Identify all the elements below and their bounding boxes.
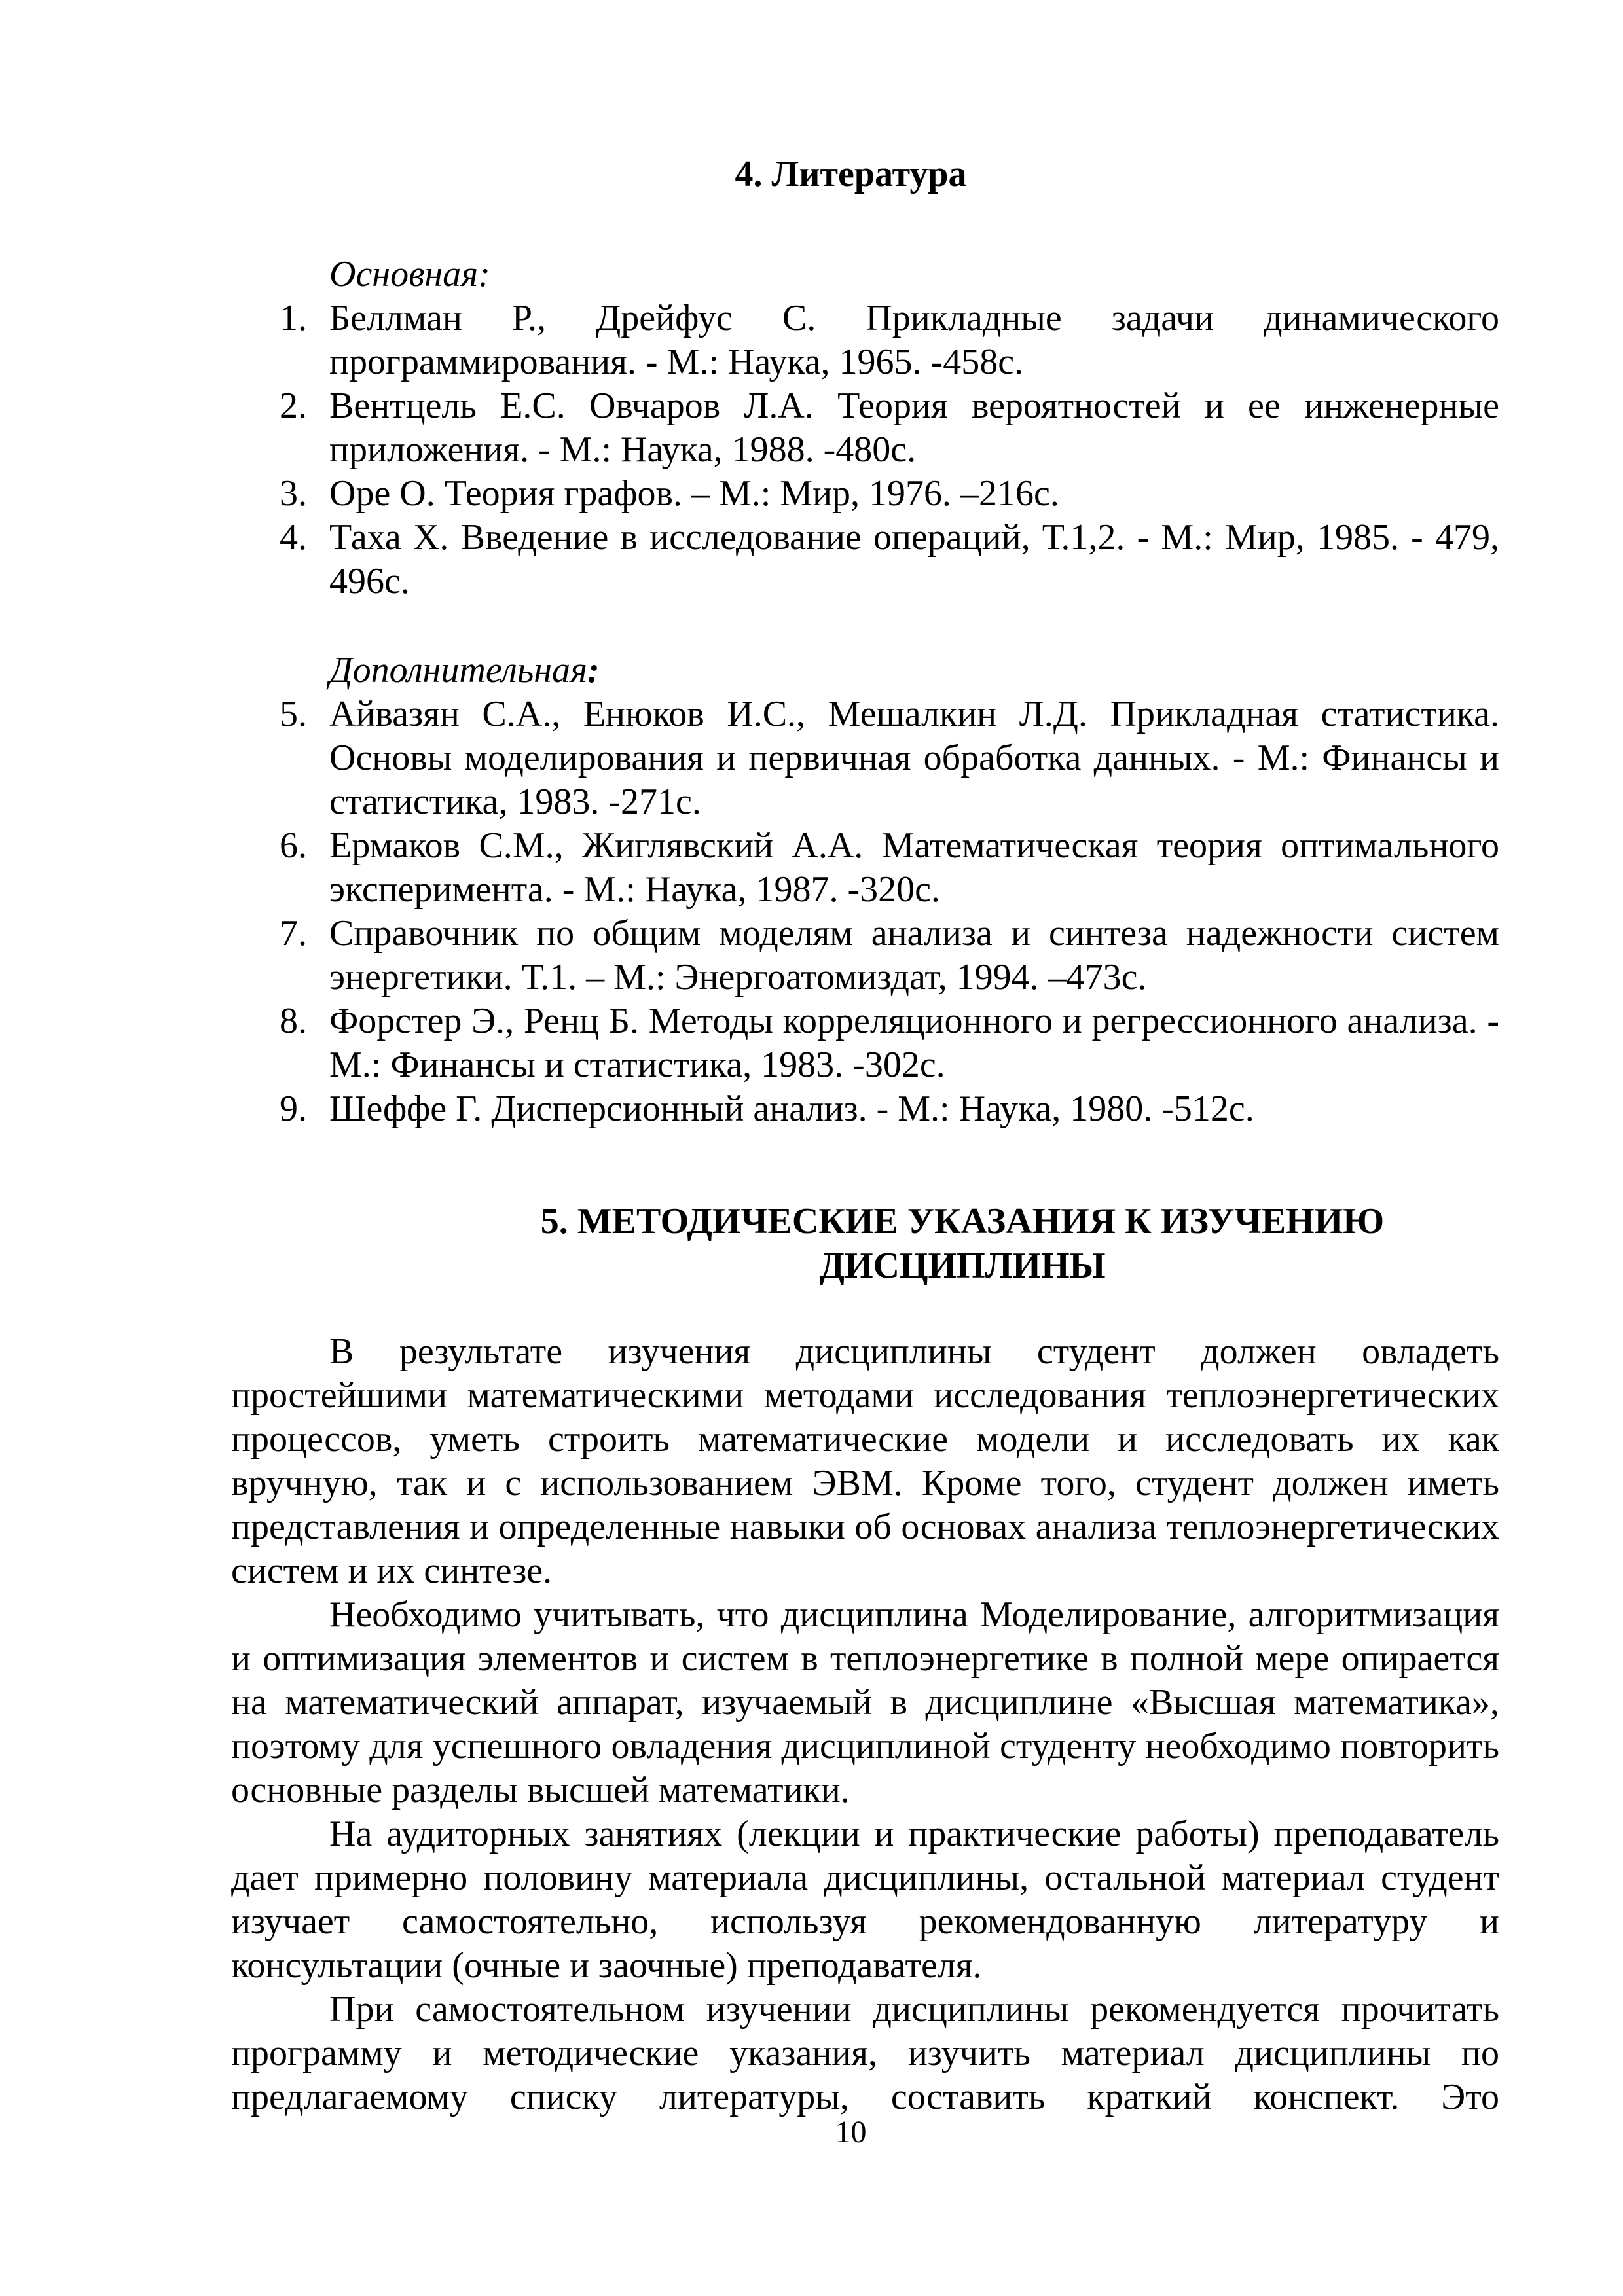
- body-paragraph: При самостоятельном изучении дисциплины рекомендуется прочитать программу и методические указания, изучить материал дисциплины по предлагаемому списку литературы, составить краткий конспект. Это: [231, 1989, 1499, 2117]
- body-paragraph: На аудиторных занятиях (лекции и практические работы) преподаватель дает примерно половину материала дисциплины, остальной материал студент изучает самостоятельно, используя рекомендованную литературу и консультации (очные и заочные) преподавателя.: [231, 1814, 1499, 1986]
- reference-text: Беллман Р., Дрейфус С. Прикладные задачи динамического программирования. - М.: Наука, 1965. -458с.: [329, 298, 1499, 382]
- reference-number: 7.: [280, 913, 307, 954]
- reference-item: [280, 472, 1499, 516]
- reference-number: 2.: [280, 386, 307, 426]
- reference-number: 8.: [280, 1001, 307, 1041]
- reference-item: [280, 516, 1499, 603]
- guidelines-heading-line1: 5. МЕТОДИЧЕСКИЕ УКАЗАНИЯ К ИЗУЧЕНИЮ: [540, 1201, 1385, 1242]
- reference-text: Справочник по общим моделям анализа и синтеза надежности систем энергетики. Т.1. – М.: Энергоатомиздат, 1994. –473с.: [329, 913, 1499, 997]
- reference-number: 5.: [280, 694, 307, 734]
- reference-number: 9.: [280, 1088, 307, 1129]
- reference-text: Айвазян С.А., Енюков И.С., Мешалкин Л.Д. Прикладная статистика. Основы моделирования и первичная обработка данных. - М.: Финансы и статистика, 1983. -271с.: [329, 694, 1499, 822]
- extra-literature-label: [329, 648, 600, 692]
- reference-number: 1.: [280, 298, 307, 338]
- reference-text: Таха Х. Введение в исследование операций, Т.1,2. - М.: Мир, 1985. - 479, 496с.: [329, 517, 1499, 601]
- reference-item: [280, 824, 1499, 912]
- reference-item: [280, 912, 1499, 999]
- reference-number: 6.: [280, 825, 307, 866]
- reference-text: Вентцель Е.С. Овчаров Л.А. Теория вероятностей и ее инженерные приложения. - М.: Наука, 1988. -480с.: [329, 386, 1499, 470]
- body-paragraph: В результате изучения дисциплины студент должен овладеть простейшими математическими методами исследования теплоэнергетических процессов, уметь строить математические модели и исследовать их как вручную, так и с использованием ЭВМ. Кроме того, студент должен иметь представления и определенные навыки об основах анализа теплоэнергетических систем и их синтезе.: [231, 1331, 1499, 1591]
- extra-literature-label-colon: :: [587, 650, 600, 691]
- reference-text: Форстер Э., Ренц Б. Методы корреляционного и регрессионного анализа. - М.: Финансы и статистика, 1983. -302с.: [329, 1001, 1499, 1085]
- main-literature-label: [329, 252, 490, 296]
- reference-text: Оре О. Теория графов. – М.: Мир, 1976. –216с.: [329, 473, 1059, 514]
- main-literature-list: [280, 296, 1499, 603]
- reference-item: [280, 1087, 1499, 1131]
- reference-item: [280, 296, 1499, 384]
- reference-number: 3.: [280, 473, 307, 514]
- literature-heading: 4. Литература: [735, 154, 967, 194]
- guidelines-heading-line2: ДИСЦИПЛИНЫ: [819, 1246, 1106, 1286]
- page-number: 10: [835, 2115, 867, 2149]
- reference-item: [280, 692, 1499, 824]
- main-literature-label-text: Основная:: [329, 254, 490, 295]
- guidelines-heading: [367, 1199, 1558, 1288]
- reference-text: Ермаков С.М., Жиглявский А.А. Математическая теория оптимального эксперимента. - М.: Наука, 1987. -320с.: [329, 825, 1499, 910]
- reference-item: [280, 999, 1499, 1087]
- reference-item: [280, 384, 1499, 472]
- guidelines-body: [231, 1330, 1499, 2119]
- reference-text: Шеффе Г. Дисперсионный анализ. - М.: Наука, 1980. -512с.: [329, 1088, 1254, 1129]
- reference-number: 4.: [280, 517, 307, 558]
- body-paragraph: Необходимо учитывать, что дисциплина Моделирование, алгоритмизация и оптимизация элементов и систем в теплоэнергетике в полной мере опирается на математический аппарат, изучаемый в дисциплине «Высшая математика», поэтому для успешного овладения дисциплиной студенту необходимо повторить основные разделы высшей математики.: [231, 1594, 1499, 1810]
- extra-literature-label-text: Дополнительная: [329, 650, 588, 691]
- extra-literature-list: [280, 692, 1499, 1131]
